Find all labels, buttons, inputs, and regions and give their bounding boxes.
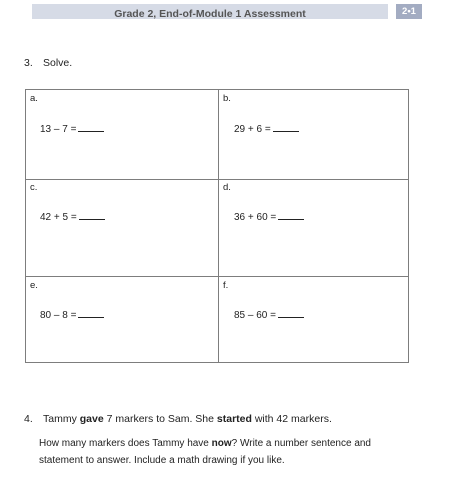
question-4-text: ? Write a number sentence and: [231, 438, 371, 449]
problem-letter: d.: [223, 182, 231, 193]
problem-letter: e.: [30, 280, 38, 291]
problem-e: [40, 308, 104, 321]
problem-a: [40, 122, 104, 135]
question-3-heading: [24, 57, 72, 69]
question-4-text: 7 markers to Sam. She: [103, 413, 217, 425]
problem-cell-e: [26, 277, 218, 364]
answer-blank[interactable]: [78, 122, 104, 132]
question-3-prompt: Solve.: [43, 57, 73, 69]
problem-letter: b.: [223, 93, 231, 104]
problem-expression: 42 + 5 =: [40, 212, 77, 223]
question-4-line-2: [39, 435, 409, 452]
question-4-emphasis: started: [216, 413, 252, 425]
problem-cell-d: [219, 179, 410, 276]
header-bar: [32, 4, 388, 19]
question-4-number: 4.: [24, 413, 33, 425]
answer-blank[interactable]: [78, 308, 104, 318]
question-4-text: How many markers does Tammy have: [39, 438, 212, 449]
problem-c: [40, 210, 105, 223]
header-title: Grade 2, End-of-Module 1 Assessment: [114, 8, 306, 20]
answer-blank[interactable]: [278, 308, 304, 318]
question-4-line-3: statement to answer. Include a math drawing if you like.: [39, 455, 285, 466]
problem-cell-f: [219, 277, 410, 364]
problem-letter: f.: [223, 280, 229, 291]
problem-expression: 80 – 8 =: [40, 310, 77, 321]
question-4-emphasis: now: [211, 438, 232, 449]
module-badge: 2•1: [396, 4, 422, 19]
problem-expression: 29 + 6 =: [234, 124, 271, 135]
question-3-number: 3.: [24, 57, 33, 69]
problem-d: [234, 210, 304, 223]
problem-expression: 36 + 60 =: [234, 212, 277, 223]
problem-f: [234, 308, 304, 321]
problem-letter: a.: [30, 93, 38, 104]
question-4-instructions: [39, 435, 409, 469]
problem-b: [234, 122, 299, 135]
problem-cell-c: [26, 179, 218, 276]
question-4-text: with 42 markers.: [251, 413, 332, 425]
question-4-emphasis: gave: [79, 413, 104, 425]
problem-expression: 13 – 7 =: [40, 124, 77, 135]
problem-grid: [25, 89, 409, 363]
answer-blank[interactable]: [79, 210, 105, 220]
problem-cell-a: [26, 90, 218, 179]
problem-expression: 85 – 60 =: [234, 310, 276, 321]
problem-cell-b: [219, 90, 410, 179]
answer-blank[interactable]: [273, 122, 299, 132]
question-4-text: Tammy: [43, 413, 80, 425]
question-4-line-1: [24, 413, 424, 425]
problem-letter: c.: [30, 182, 38, 193]
answer-blank[interactable]: [278, 210, 304, 220]
